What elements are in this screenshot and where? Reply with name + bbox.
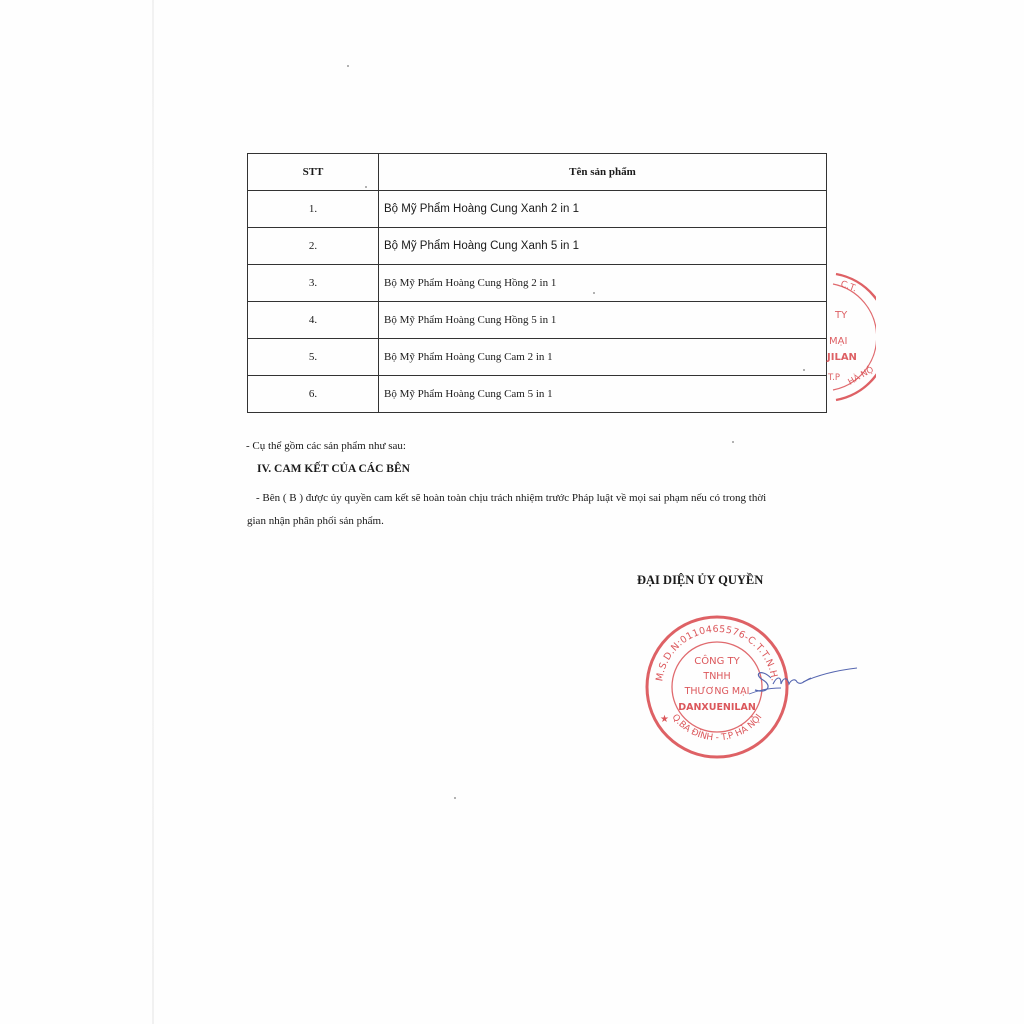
header-stt: STT <box>248 154 379 191</box>
row-product-name: Bộ Mỹ Phẩm Hoàng Cung Xanh 2 in 1 <box>379 191 827 228</box>
scan-speck <box>732 441 734 443</box>
table-row <box>248 339 827 376</box>
header-product-name: Tên sản phẩm <box>379 154 827 191</box>
table-header-row <box>248 154 827 191</box>
table-row <box>248 191 827 228</box>
section-heading: IV. CAM KẾT CỦA CÁC BÊN <box>257 463 410 475</box>
product-table <box>247 153 827 413</box>
stamp-edge-line: MẠI <box>829 336 848 347</box>
stamp-center-line: DANXUENILAN <box>678 702 756 713</box>
signer-title: ĐẠI DIỆN ỦY QUYỀN <box>637 573 764 587</box>
svg-text:HÀ NỘ: HÀ NỘ <box>846 364 876 388</box>
handwritten-signature <box>745 660 860 700</box>
svg-text:★: ★ <box>660 714 669 725</box>
stamp-edge-line: TY <box>835 310 848 321</box>
row-product-name: Bộ Mỹ Phẩm Hoàng Cung Cam 5 in 1 <box>379 376 827 413</box>
company-stamp-partial <box>826 262 876 412</box>
svg-text:T.P: T.P <box>828 373 841 383</box>
scan-edge-shadow <box>152 0 154 1024</box>
row-stt: 4. <box>248 302 379 339</box>
stamp-center-line: TNHH <box>703 671 731 682</box>
row-stt: 3. <box>248 265 379 302</box>
products-intro-line: - Cụ thể gồm các sản phẩm như sau: <box>246 440 406 452</box>
row-product-name: Bộ Mỹ Phẩm Hoàng Cung Cam 2 in 1 <box>379 339 827 376</box>
stamp-ring-bottom-text: Q.BA ĐÌNH - T.P HÀ NỘI <box>669 712 765 744</box>
stamp-ring-text: M.S.D.N:0110465576-C.T.T.N.H. <box>654 623 780 683</box>
svg-text:C.T.: C.T. <box>838 279 858 295</box>
stamp-center-line: THƯƠNG MẠI <box>684 686 750 697</box>
stamp-center-line: CÔNG TY <box>694 656 740 667</box>
scan-speck <box>347 65 349 67</box>
row-product-name: Bộ Mỹ Phẩm Hoàng Cung Hồng 5 in 1 <box>379 302 827 339</box>
row-stt: 5. <box>248 339 379 376</box>
table-row <box>248 302 827 339</box>
commitment-paragraph-line: - Bên ( B ) được ủy quyền cam kết sẽ hoàn toàn chịu trách nhiệm trước Pháp luật về mọi sai phạm nếu có trong thời <box>256 492 767 504</box>
row-stt: 2. <box>248 228 379 265</box>
row-product-name: Bộ Mỹ Phẩm Hoàng Cung Xanh 5 in 1 <box>379 228 827 265</box>
scan-speck <box>454 797 456 799</box>
table-row <box>248 228 827 265</box>
commitment-paragraph-line: gian nhận phân phối sản phẩm. <box>247 515 384 527</box>
table-row <box>248 376 827 413</box>
row-product-name: Bộ Mỹ Phẩm Hoàng Cung Hồng 2 in 1 <box>379 265 827 302</box>
row-stt: 1. <box>248 191 379 228</box>
stamp-edge-line: JILAN <box>827 352 857 363</box>
table-row <box>248 265 827 302</box>
row-stt: 6. <box>248 376 379 413</box>
